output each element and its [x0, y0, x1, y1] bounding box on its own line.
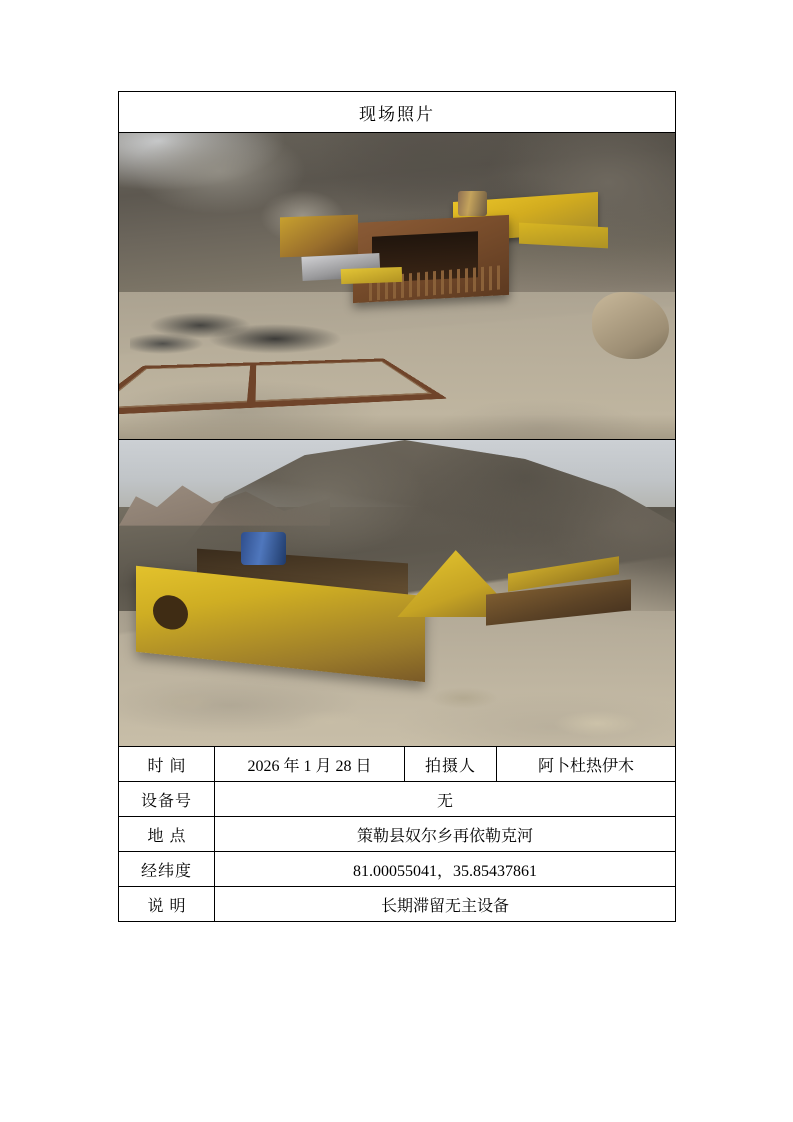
photographer-label: 拍摄人	[405, 747, 497, 782]
table-row-coordinates	[119, 852, 676, 887]
site-photo-record-table	[118, 91, 676, 922]
photo2-foreground-rocks	[119, 666, 675, 746]
photo1-yellow-machine-lower	[519, 222, 608, 248]
table-row-photo-2	[119, 440, 676, 747]
remark-label: 说明	[119, 887, 215, 922]
photo1-drum	[458, 191, 487, 215]
table-row-title	[119, 92, 676, 133]
location-value: 策勒县奴尔乡再依勒克河	[215, 817, 676, 852]
device-no-label: 设备号	[119, 782, 215, 817]
photo2-blue-motor	[241, 532, 285, 566]
coordinates-label: 经纬度	[119, 852, 215, 887]
remark-value: 长期滞留无主设备	[215, 887, 676, 922]
table-row-time	[119, 747, 676, 782]
table-row-remark	[119, 887, 676, 922]
photo1-yellow-plate	[341, 267, 403, 284]
table-row-location	[119, 817, 676, 852]
site-photo-1	[119, 133, 675, 439]
photo1-left-rusty-box	[280, 214, 358, 256]
photo-cell-2	[119, 440, 676, 747]
location-label: 地点	[119, 817, 215, 852]
photo1-gravel-pile	[130, 301, 364, 362]
photo1-bottom-shadow	[119, 415, 675, 439]
table-row-photo-1	[119, 133, 676, 440]
coordinates-value: 81.00055041，35.85437861	[215, 852, 676, 887]
photographer-value: 阿卜杜热伊木	[497, 747, 676, 782]
photo-cell-1	[119, 133, 676, 440]
table-row-device-no	[119, 782, 676, 817]
page-title: 现场照片	[119, 92, 676, 133]
time-value: 2026 年 1 月 28 日	[215, 747, 405, 782]
site-photo-2	[119, 440, 675, 746]
device-no-value: 无	[215, 782, 676, 817]
time-label: 时间	[119, 747, 215, 782]
